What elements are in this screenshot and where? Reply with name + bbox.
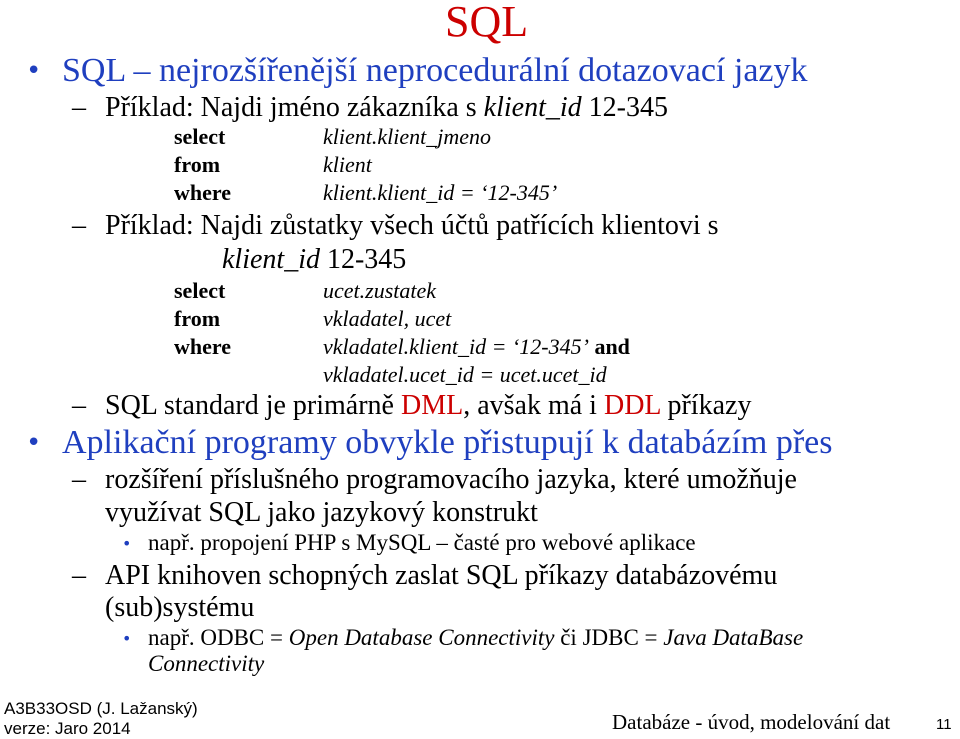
sql-value (323, 334, 630, 360)
example1-heading (105, 92, 668, 124)
bullet1-text: SQL – nejrozšířenější neprocedurální dotazovací jazyk (62, 52, 808, 89)
example2-line2-text: 12-345 (319, 244, 407, 275)
sql-keyword: from (174, 306, 221, 331)
slide-title: SQL (445, 0, 529, 46)
sql-and-keyword: and (588, 334, 630, 359)
footer-term: verze: Jaro 2014 (4, 719, 131, 738)
sql-standard-line (105, 390, 751, 422)
ddl-term: DDL (603, 390, 661, 421)
footer-topic: Databáze - úvod, modelování dat (612, 710, 891, 734)
example2-heading-line1: Příklad: Najdi zůstatky všech účtů patřících klientovi s (105, 210, 719, 241)
dash-marker: – (72, 92, 86, 123)
sql-value: klient.klient_jmeno (323, 124, 491, 149)
std-text-c: příkazy (660, 390, 752, 421)
example1-suffix: 12-345 (581, 92, 668, 123)
std-text-a: SQL standard je primárně (105, 390, 401, 421)
sub1-line2: využívat SQL jako jazykový konstrukt (105, 497, 538, 528)
sub2a-mid: či JDBC = (554, 625, 664, 650)
sql-value: ucet.zustatek (323, 278, 437, 303)
example2-heading-line2 (222, 244, 406, 276)
dml-term: DML (400, 390, 464, 421)
footer-course: A3B33OSD (J. Lažanský) (4, 699, 198, 718)
page-number: 11 (936, 716, 952, 733)
sub1-line1: rozšíření příslušného programovacího jazyka, které umožňuje (105, 464, 797, 495)
example1-prefix-italic: klient_id (483, 92, 582, 123)
sub-bullet-marker: • (122, 534, 132, 553)
example2-line2-italic: klient_id (222, 244, 320, 275)
sub2-line1: API knihoven schopných zaslat SQL příkazy databázovému (105, 560, 778, 591)
odbc-expansion: Open Database Connectivity (288, 625, 555, 650)
sql-where-condition: vkladatel.klient_id = ‘12-345’ (323, 334, 589, 359)
bullet-marker: • (26, 56, 42, 86)
sql-keyword: where (174, 180, 232, 205)
sub2a-line1 (148, 625, 803, 651)
dash-marker: – (72, 210, 86, 241)
bullet2-text: Aplikační programy obvykle přistupují k databázím přes (62, 424, 833, 461)
sub2a-pre: např. ODBC = (148, 625, 289, 650)
sql-keyword: select (174, 278, 226, 303)
sql-value-continuation: vkladatel.ucet_id = ucet.ucet_id (323, 362, 607, 387)
dash-marker: – (72, 464, 86, 495)
sql-value: vkladatel, ucet (323, 306, 452, 331)
dash-marker: – (72, 560, 86, 591)
sub2a-line2: Connectivity (148, 651, 265, 676)
sql-keyword: from (174, 152, 221, 177)
dash-marker: – (72, 390, 86, 421)
std-text-b: , avšak má i (463, 390, 604, 421)
sub1a-text: např. propojení PHP s MySQL – časté pro webové aplikace (148, 530, 696, 555)
sql-keyword: where (174, 334, 232, 359)
example1-prefix: Příklad: Najdi jméno zákazníka s (105, 92, 484, 123)
sql-value: klient.klient_id = ‘12-345’ (323, 180, 558, 205)
sql-value: klient (323, 152, 372, 177)
sql-keyword: select (174, 124, 226, 149)
jdbc-expansion: Java DataBase (663, 625, 804, 650)
sub2-line2: (sub)systému (105, 592, 255, 623)
bullet-marker: • (26, 428, 42, 458)
sub-bullet-marker: • (122, 629, 132, 648)
